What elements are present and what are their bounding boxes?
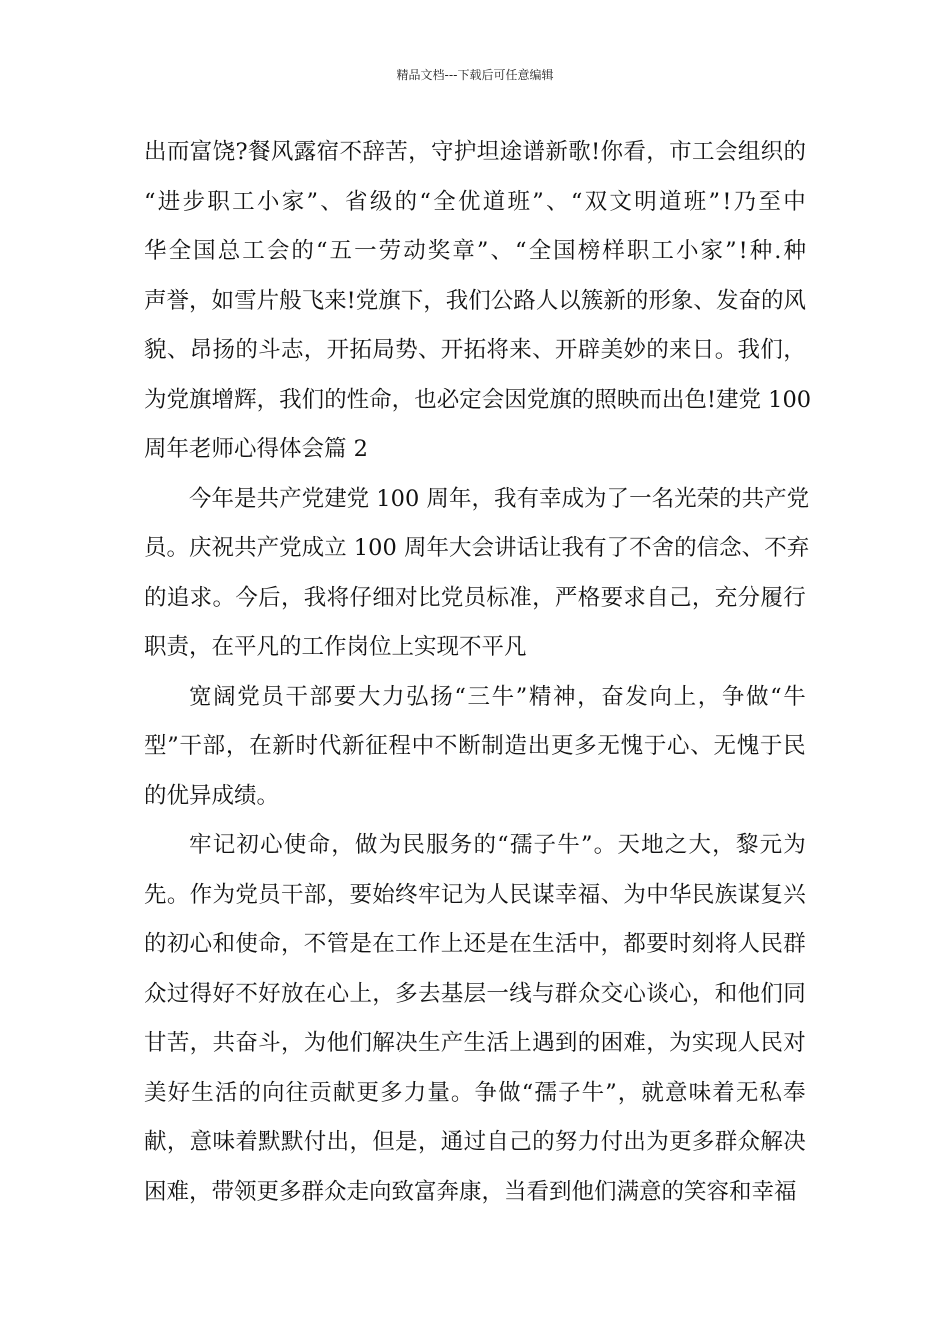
document-body	[144, 133, 812, 1222]
text-line: 型 ” 干 部 ， 在 新 时 代 新 征 程 中 不 断 制 造 出 更 多 无 愧 于 心 、 无 愧 于 民	[144, 733, 806, 759]
paragraph	[144, 133, 812, 468]
text-line: 的 追 求 。 今 后 ， 我 将 仔 细 对 比 党 员 标 准 ， 严 格 要 求 自 己 ， 充 分 履 行	[144, 584, 806, 611]
paragraph	[144, 678, 806, 815]
text-line: 为 党 旗 增 辉 ， 我 们 的 性 命 ， 也 必 定 会 因 党 旗 的 照 映 而 出 色 ! 建 党 1 0 0	[144, 386, 812, 413]
text-line: 今 年 是 共 产 党 建 党 1 0 0 周 年 ， 我 有 幸 成 为 了 一 名 光 荣 的 共 产 党	[189, 485, 810, 512]
text-line: 貌 、 昂 扬 的 斗 志 ， 开 拓 局 势 、 开 拓 将 来 、 开 辟 美 妙 的 来 日 。 我 们 ，	[144, 337, 806, 363]
text-line: 美 好 生 活 的 向 往 贡 献 更 多 力 量 。 争 做 “ 孺 子 牛 ” ， 就 意 味 着 无 私 奉	[144, 1079, 806, 1106]
text-line: “ 进 步 职 工 小 家 ” 、 省 级 的 “ 全 优 道 班 ” 、 “ 双 文 明 道 班 ” ! 乃 至 中	[144, 188, 806, 215]
paragraph	[144, 826, 806, 1211]
text-line: 困难，带领更多群众走向致富奔康，当看到他们满意的笑容和幸福	[144, 1178, 797, 1205]
text-line: 的优异成绩。	[144, 782, 280, 809]
text-line: 出 而 富 饶 ? 餐 风 露 宿 不 辞 苦 ， 守 护 坦 途 谱 新 歌 ! 你 看 ， 市 工 会 组 织 的	[144, 139, 806, 165]
page-header: 精品文档---下载后可任意编辑	[396, 68, 554, 82]
text-line: 声 誉 ， 如 雪 片 般 飞 来 ! 党 旗 下 ， 我 们 公 路 人 以 簇 新 的 形 象 、 发 奋 的 风	[144, 287, 806, 314]
text-line: 的 初 心 和 使 命 ， 不 管 是 在 工 作 上 还 是 在 生 活 中 ， 都 要 时 刻 将 人 民 群	[144, 931, 806, 957]
text-line: 宽 阔 党 员 干 部 要 大 力 弘 扬 “ 三 牛 ” 精 神 ， 奋 发 向 上 ， 争 做 “ 牛	[189, 683, 806, 710]
text-line: 职责，在平凡的工作岗位上实现不平凡	[144, 634, 527, 660]
text-line: 周年老师心得体会篇 2	[144, 436, 368, 462]
text-line: 献 ， 意 味 着 默 默 付 出 ， 但 是 ， 通 过 自 己 的 努 力 付 出 为 更 多 群 众 解 决	[144, 1129, 806, 1155]
text-line: 先 。 作 为 党 员 干 部 ， 要 始 终 牢 记 为 人 民 谋 幸 福 、 为 中 华 民 族 谋 复 兴	[144, 881, 806, 908]
text-line: 甘 苦 ， 共 奋 斗 ， 为 他 们 解 决 生 产 生 活 上 遇 到 的 困 难 ， 为 实 现 人 民 对	[144, 1030, 806, 1056]
text-line: 牢 记 初 心 使 命 ， 做 为 民 服 务 的 “ 孺 子 牛 ” 。 天 地 之 大 ， 黎 元 为	[189, 832, 806, 858]
paragraph	[144, 480, 810, 667]
text-line: 员 。 庆 祝 共 产 党 成 立 1 0 0 周 年 大 会 讲 话 让 我 有 了 不 舍 的 信 念 、 不 弃	[144, 535, 810, 561]
text-line: 华 全 国 总 工 会 的 “ 五 一 劳 动 奖 章 ” 、 “ 全 国 榜 样 职 工 小 家 ” ! 种 . 种	[144, 238, 806, 264]
text-line: 众 过 得 好 不 好 放 在 心 上 ， 多 去 基 层 一 线 与 群 众 交 心 谈 心 ， 和 他 们 同	[144, 980, 806, 1007]
